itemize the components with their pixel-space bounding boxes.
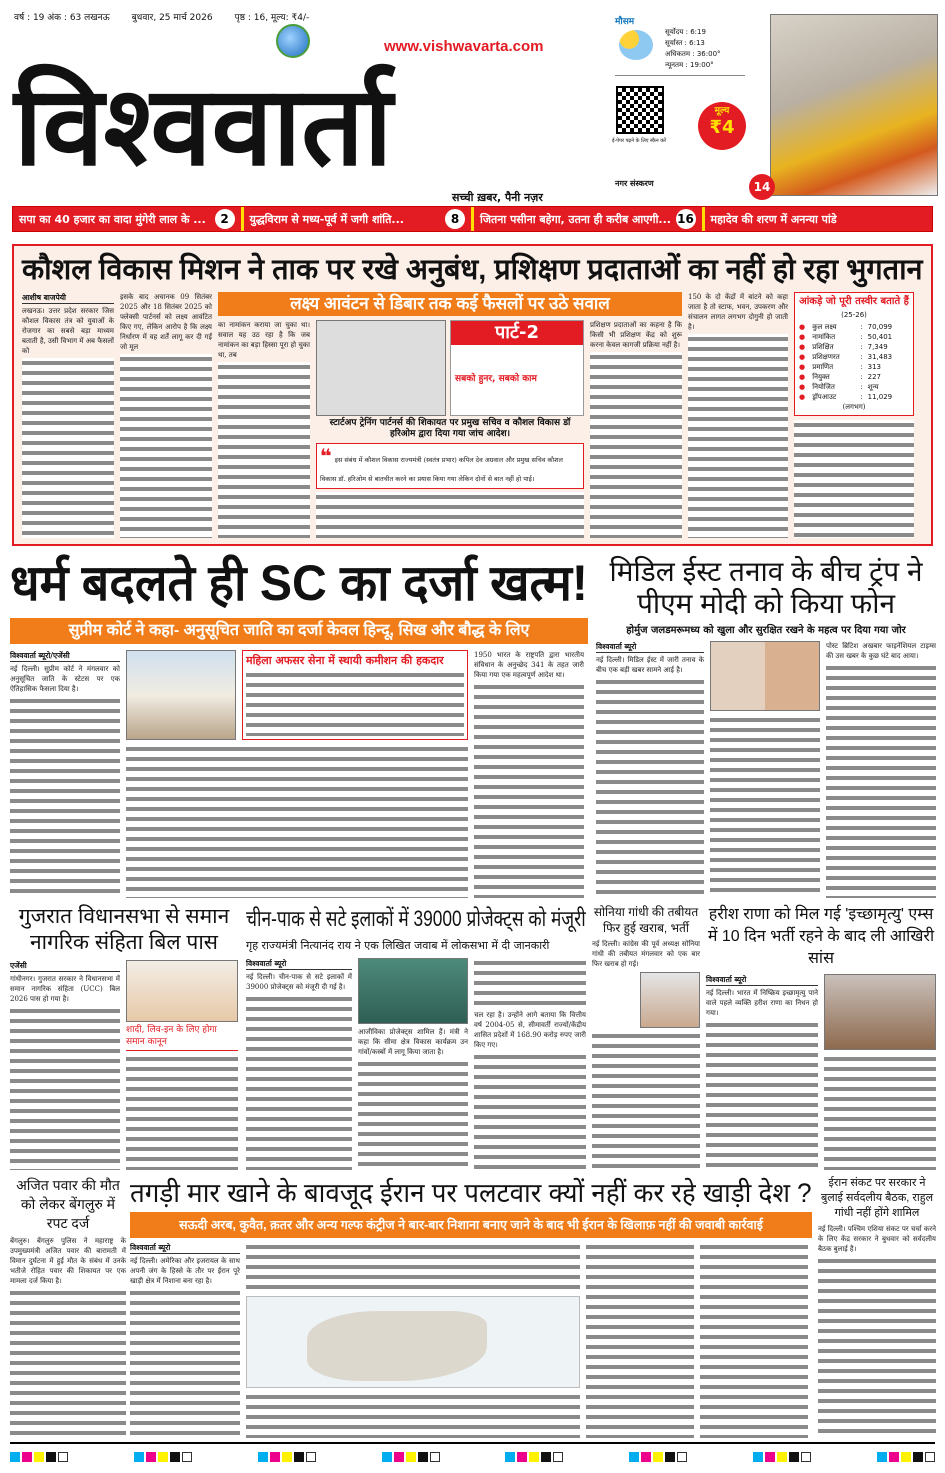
edition-line bbox=[14, 10, 309, 23]
inquiry-letter-image[interactable] bbox=[316, 320, 446, 416]
quote-box: ❝ इस संबंध में कौशल विकास राज्यमंत्री (स्वतंत्र प्रभार) कपिल देव अग्रवाल और प्रमुख सचिव कौशल विकास डॉ. हरिओम से बातचीत करने का प्रयास किया गया लेकिन दोनों से बात नहीं हो पाई। bbox=[316, 443, 584, 489]
teaser-item[interactable]: जितना पसीना बहेगा, उतना ही करीब आएगी... 16 bbox=[474, 207, 705, 231]
teaser-item[interactable]: सपा का 40 हजार का वादा मुंगेरी लाल के ... 2 bbox=[13, 207, 244, 231]
lead-subhead: लक्ष्य आवंटन से डिबार तक कई फैसलों पर उठे सवाल bbox=[290, 294, 610, 313]
gujarat-story bbox=[10, 904, 238, 1170]
logo-globe-icon bbox=[276, 24, 310, 58]
iran-lede: नई दिल्ली। अमेरिका और इजरायल के साथ अपनी जंग के हिस्से के तौर पर ईरान पूरे खाड़ी क्षेत्र में निशाना बना रहा है। bbox=[130, 1257, 240, 1285]
trump-col2: पोस्ट ब्रिटिश अखबार फाइनेंशियल टाइम्स की उस खबर के कुछ घंटे बाद आया। bbox=[826, 642, 936, 660]
price-badge: मूल्य ₹4 bbox=[698, 102, 746, 150]
box-title[interactable]: महिला अफसर सेना में स्थायी कमीशन की हकदार bbox=[246, 654, 444, 667]
stats-box: आंकड़े जो पूरी तस्वीर बताते हैं (25-26) ● कुल लक्ष्य : 70,099 ● नामांकित : 50,401 ● प्रशिक्षित : 7,349 ● प्रशिक्षणरत : 31,483 ● प्रमाणित : 313 ● नियुक्त : 227 ● नियोजित : शून्य ● ड्रॉपआउट : 11,029 (लगभग) bbox=[794, 292, 914, 416]
ajit-lede: बेंगलुरु। बेंगलुरु पुलिस ने महाराष्ट्र के उपमुख्यमंत्री अजित पवार की बारामती में विमान दुर्घटना में हुई मौत के संबंध में उनके भतीजे रोहित पवार की शिकायत पर एक मामला दर्ज किया है। bbox=[10, 1237, 126, 1285]
women-officers-box bbox=[242, 650, 468, 740]
trump-subhead: होर्मुज जलडमरूमध्य को खुला और सुरक्षित रखने के महत्व पर दिया गया जोर bbox=[626, 625, 906, 636]
iran-meeting-story bbox=[818, 1176, 936, 1438]
masthead-title: विश्ववार्ता bbox=[14, 62, 393, 190]
gujarat-caption: शादी, लिव-इन के लिए होगा समान कानून bbox=[126, 1022, 238, 1051]
pages-price: पृष्ठ : 16, मूल्य: ₹4/- bbox=[234, 13, 310, 23]
image-caption: स्टार्टअप ट्रेनिंग पार्टनर्स की शिकायत पर प्रमुख सचिव व कौशल विकास डॉ हरिओम द्वारा दिया गया जांच आदेश। bbox=[329, 418, 571, 439]
stats-row: ● प्रमाणित : 313 bbox=[799, 363, 881, 371]
quote-icon: ❝ bbox=[320, 444, 332, 468]
stats-title: आंकड़े जो पूरी तस्वीर बताते हैं bbox=[799, 296, 909, 307]
weather-row: सूर्योदय : 6:19 bbox=[665, 28, 706, 36]
gulf-map[interactable] bbox=[246, 1296, 580, 1388]
trump-headline[interactable]: मिडिल ईस्ट तनाव के बीच ट्रंप ने पीएम मोदी को किया फोन bbox=[609, 556, 923, 619]
byline: एजेंसी bbox=[10, 960, 120, 972]
ajit-story bbox=[10, 1176, 126, 1438]
lok-sabha-photo[interactable] bbox=[358, 958, 468, 1024]
celebrity-photo[interactable] bbox=[770, 14, 938, 196]
gujarat-cm-photo[interactable] bbox=[126, 960, 238, 1022]
lead-lede: लखनऊ। उत्तर प्रदेश सरकार जिस कौशल विकास तंत्र को युवाओं के रोजगार का सबसे बड़ा माध्यम बताती है, उसी विभाग में अब फैसलों को bbox=[22, 307, 114, 355]
china-subhead: गृह राज्यमंत्री नित्यानंद राय ने एक लिखित जवाब में लोकसभा में दी जानकारी bbox=[246, 939, 550, 952]
stats-row: ● प्रशिक्षित : 7,349 bbox=[799, 343, 888, 351]
edition-info: वर्ष : 19 अंक : 63 लखनऊ bbox=[14, 13, 110, 23]
lead-headline[interactable]: कौशल विकास मिशन ने ताक पर रखे अनुबंध, प्रशिक्षण प्रदाताओं का नहीं हो रहा भुगतान bbox=[22, 254, 923, 286]
lead-col2: इसके बाद अचानक 09 सितंबर 2025 और 18 सितंबर 2025 को फ्लेक्सी पार्टनर्स को लक्ष्य आवंटित किए गए, लेकिन आरोप है कि लक्ष्य निर्धारण में वह शर्तें लागू कर दी गईं जो मूल bbox=[120, 293, 212, 351]
stats-row: ● कुल लक्ष्य : 70,099 bbox=[799, 323, 893, 331]
photo-page-badge[interactable]: 14 bbox=[749, 174, 775, 200]
lead-col3: का नामांकन कराया जा चुका था। सवाल यह उठ रहा है कि जब नामांकन का बड़ा हिस्सा पूरा हो चुका था, तब bbox=[218, 321, 310, 359]
iran-headline[interactable]: तगड़ी मार खाने के बावजूद ईरान पर पलटवार क्यों नहीं कर रहे खाड़ी देश ? bbox=[130, 1178, 812, 1208]
sc-story bbox=[10, 552, 588, 898]
iran-meeting-lede: नई दिल्ली। पश्चिम एशिया संकट पर चर्चा करने के लिए केंद्र सरकार ने बुधवार को सर्वदलीय बैठक बुलाई है। bbox=[818, 1225, 936, 1253]
harish-headline[interactable]: हरीश राणा को मिल गई 'इच्छामृत्यु' एम्स में 10 दिन भर्ती रहने के बाद ली आखिरी सांस bbox=[707, 906, 935, 967]
byline: विश्ववार्ता ब्यूरो bbox=[130, 1242, 240, 1254]
sonia-story bbox=[592, 904, 700, 1170]
stats-row: ● नियोजित : शून्य bbox=[799, 383, 879, 391]
weather-row: अधिकतम : 36:00° bbox=[665, 50, 721, 58]
qr-code[interactable] bbox=[616, 86, 664, 134]
modi-trump-photo[interactable] bbox=[710, 641, 820, 711]
byline: विश्ववार्ता ब्यूरो/एजेंसी bbox=[10, 650, 120, 662]
website-link[interactable]: www.vishwavarta.com bbox=[384, 38, 544, 55]
sc-headline[interactable]: धर्म बदलते ही SC का दर्जा खत्म! bbox=[10, 555, 588, 611]
byline: आशीष बाजपेयी bbox=[22, 292, 114, 304]
sc-lede: नई दिल्ली। सुप्रीम कोर्ट ने मंगलवार को अनुसूचित जाति के स्टेटस पर एक ऐतिहासिक फैसला दिया है। bbox=[10, 665, 120, 693]
footer-rule bbox=[10, 1442, 935, 1444]
iran-subhead: सऊदी अरब, कुवैत, क़तर और अन्य गल्फ कंट्रीज ने बार-बार निशाना बनाए जाने के बाद भी ईरान के खिलाफ़ नहीं की जवाबी कार्रवाई bbox=[179, 1218, 763, 1232]
qr-caption: ई-पेपर पढ़ने के लिए स्कैन करें bbox=[612, 138, 667, 144]
china-col3: आजीविका प्रोजेक्ट्स शामिल हैं। मंत्री ने कहा कि सीमा क्षेत्र विकास कार्यक्रम उन गांवों/कस्बों में लागू किया जाता है। bbox=[358, 1028, 468, 1056]
china-lede: नई दिल्ली। चीन-पाक से सटे इलाकों में 39000 प्रोजेक्ट्स को मंजूरी दी गई है। bbox=[246, 973, 352, 991]
sc-col4: 1950 भारत के राष्ट्रपति द्वारा भारतीय संविधान के अनुच्छेद 341 के तहत जारी किया गया एक महत्वपूर्ण आदेश था। bbox=[474, 651, 584, 679]
gujarat-lede: गांधीनगर। गुजरात सरकार ने विधानसभा में समान नागरिक संहिता (UCC) बिल 2026 पास हो गया है। bbox=[10, 975, 120, 1003]
weather-cloud-icon bbox=[619, 30, 653, 60]
stats-row: ● नामांकित : 50,401 bbox=[799, 333, 893, 341]
iran-meeting-headline[interactable]: ईरान संकट पर सरकार ने बुलाई सर्वदलीय बैठक, राहुल गांधी नहीं होंगे शामिल bbox=[820, 1177, 934, 1219]
mission-logo-text: सबको हुनर, सबको काम bbox=[455, 374, 537, 384]
harish-rana-photo[interactable] bbox=[824, 974, 936, 1050]
sonia-lede: नई दिल्ली। कांग्रेस की पूर्व अध्यक्ष सोनिया गांधी की तबीयत मंगलवार को एक बार फिर खराब हो गई। bbox=[592, 940, 700, 968]
stats-row: ● प्रशिक्षणरत : 31,483 bbox=[799, 353, 893, 361]
teaser-item[interactable]: युद्धविराम से मध्य-पूर्व में जगी शांति... 8 bbox=[244, 207, 475, 231]
china-col4: चल रहा है। उन्होंने आगे बताया कि वित्तीय वर्ष 2004-05 से, सीमावर्ती राज्यों/केंद्रीय शासित प्रदेशों में 168.90 करोड़ रुपए जारी किए गए। bbox=[474, 1011, 586, 1049]
china-story bbox=[246, 904, 586, 1170]
weather-row: सूर्यास्त : 6:13 bbox=[665, 39, 705, 47]
part-logo-box bbox=[450, 320, 584, 416]
sc-subhead: सुप्रीम कोर्ट ने कहा- अनुसूचित जाति का दर्जा केवल हिन्दू, सिख और बौद्ध के लिए bbox=[68, 622, 530, 639]
lead-col6: 150 के दो केंद्रों में बांटने को कहा जाता है तो स्टाफ, भवन, उपकरण और संचालन लागत लगभग दोगुनी हो जाती है। bbox=[688, 293, 788, 331]
issue-date: बुधवार, 25 मार्च 2026 bbox=[131, 13, 213, 23]
byline: विश्ववार्ता ब्यूरो bbox=[246, 958, 352, 970]
trump-story bbox=[596, 556, 936, 898]
edition-label: नगर संस्करण bbox=[615, 179, 654, 188]
byline: विश्ववार्ता ब्यूरो bbox=[596, 641, 704, 653]
color-registration-marks bbox=[10, 1452, 935, 1462]
trump-lede: नई दिल्ली। मिडिल ईस्ट में जारी तनाव के बीच एक बड़ी खबर सामने आई है। bbox=[596, 656, 704, 674]
gujarat-headline[interactable]: गुजरात विधानसभा से समान नागरिक संहिता बिल पास bbox=[18, 905, 230, 954]
iran-story bbox=[130, 1176, 812, 1438]
weather-box bbox=[615, 14, 745, 76]
lead-story bbox=[12, 244, 933, 546]
stats-row: ● नियुक्त : 227 bbox=[799, 373, 881, 381]
sonia-gandhi-photo[interactable] bbox=[640, 972, 700, 1028]
part-label: पार्ट-2 bbox=[451, 321, 583, 345]
weather-row: न्यूनतम : 19:00° bbox=[665, 61, 714, 69]
harish-lede: नई दिल्ली। भारत में निष्क्रिय इच्छामृत्यु पाने वाले पहले व्यक्ति हरीश राणा का निधन हो गया। bbox=[706, 989, 818, 1017]
tagline: सच्ची ख़बर, पैनी नज़र bbox=[452, 191, 543, 204]
teaser-strip bbox=[12, 206, 933, 232]
sonia-headline[interactable]: सोनिया गांधी की तबीयत फिर हुई खराब, भर्ती bbox=[593, 905, 699, 935]
stats-row: ● ड्रॉपआउट : 11,029 bbox=[799, 393, 893, 401]
harish-story bbox=[706, 904, 936, 1170]
weather-title: मौसम bbox=[615, 17, 635, 27]
china-headline[interactable]: चीन-पाक से सटे इलाकों में 39000 प्रोजेक्ट्स को मंजूरी bbox=[246, 906, 586, 931]
ajit-headline[interactable]: अजित पवार की मौत को लेकर बेंगलुरु में रपट दर्ज bbox=[16, 1177, 120, 1231]
supreme-court-photo[interactable] bbox=[126, 650, 236, 740]
teaser-item[interactable]: महादेव की शरण में अनन्या पांडे bbox=[710, 212, 837, 226]
byline: विश्ववार्ता ब्यूरो bbox=[706, 974, 818, 986]
lead-col5: प्रशिक्षण प्रदाताओं का कहना है कि किसी भी प्रशिक्षण केंद्र को शुरू करना केवल कागजी प्रक्रिया नहीं है। bbox=[590, 321, 682, 349]
